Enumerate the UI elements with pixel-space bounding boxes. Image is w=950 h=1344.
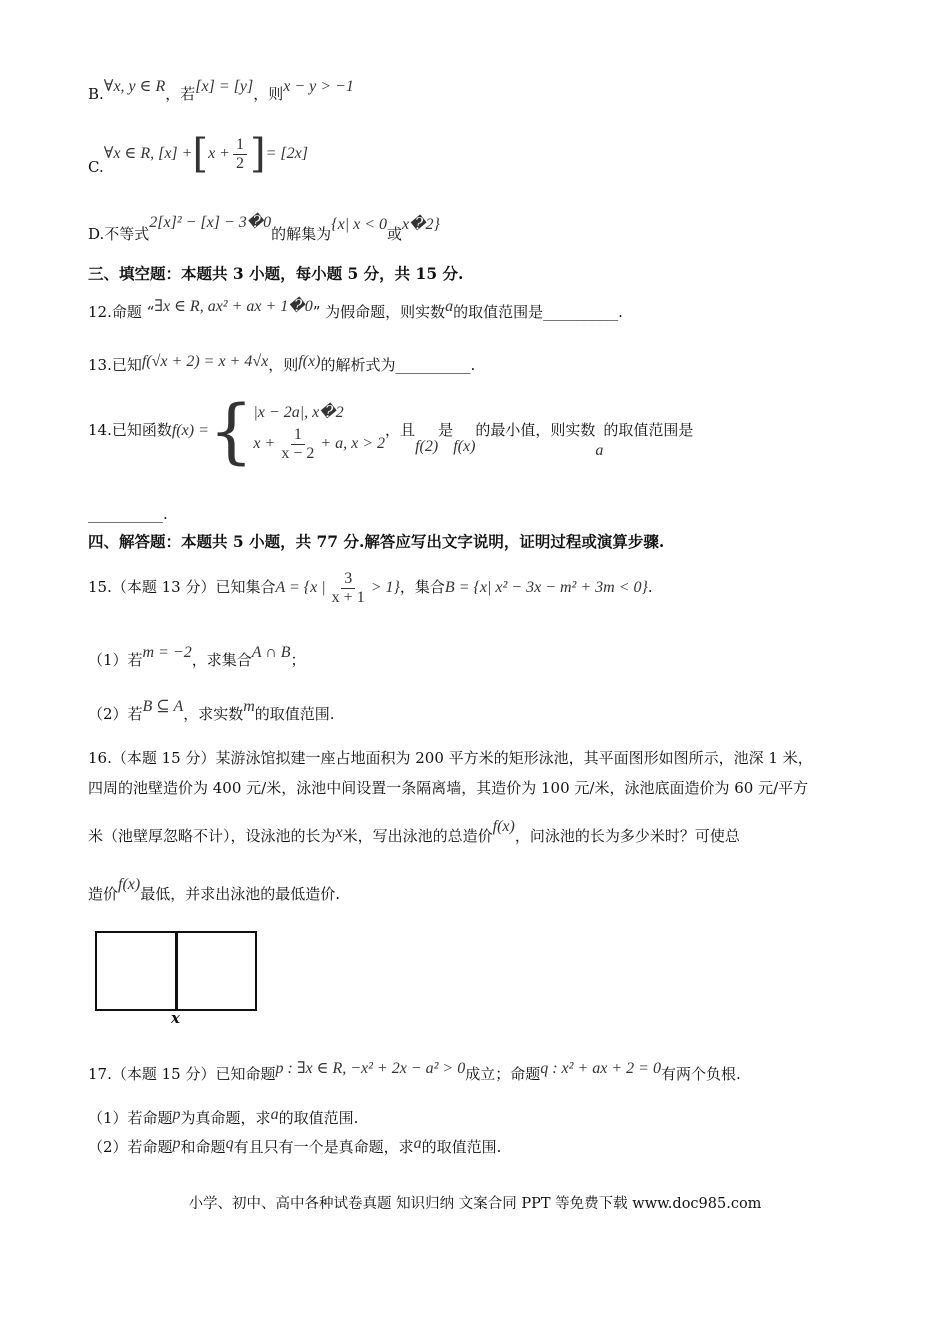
question-text: ，求集合 xyxy=(191,651,252,669)
question-17-part-1 xyxy=(88,1108,358,1129)
question-17 xyxy=(88,1060,741,1085)
option-c xyxy=(88,131,308,177)
brace-left: { xyxy=(208,390,254,472)
question-text: ，问泳池的长为多少米时？可使总 xyxy=(514,827,740,845)
option-text: 或 xyxy=(386,225,402,243)
math-expression: f(x) xyxy=(453,438,476,455)
math-expression: + a, x > 2 xyxy=(320,434,386,452)
question-text: （1）若 xyxy=(88,651,143,669)
question-text: ，集合 xyxy=(399,578,445,597)
case-2 xyxy=(253,426,385,463)
question-text: 的取值范围. xyxy=(421,1138,502,1156)
math-expression: f(x) xyxy=(492,818,515,835)
fraction-numerator: 1 xyxy=(233,136,247,155)
option-text: ，若 xyxy=(165,85,196,103)
question-text: 12.命题 “ xyxy=(88,303,155,321)
question-text: （2）若 xyxy=(88,705,143,723)
section-title: 三、填空题：本题共 3 小题，每小题 5 分，共 15 分. xyxy=(88,264,464,283)
math-expression: f(√x + 2) = x + 4√x xyxy=(141,353,269,370)
fraction-denominator: 2 xyxy=(235,154,244,172)
case-1: |x − 2a|, x�2 xyxy=(253,403,344,421)
option-label: D.不等式 xyxy=(88,225,150,243)
math-variable: q xyxy=(225,1135,234,1152)
math-expression: q : x² + ax + 2 = 0 xyxy=(540,1060,661,1077)
question-text: 的取值范围. xyxy=(254,705,335,723)
math-expression: x − y > −1 xyxy=(283,78,354,95)
question-text: ，且 xyxy=(385,421,416,439)
bracket-left: [ xyxy=(192,131,209,177)
question-text: 的最小值，则实数 xyxy=(475,421,596,439)
math-variable: x xyxy=(335,824,343,841)
question-text: . xyxy=(647,578,653,597)
question-text: 成立；命题 xyxy=(465,1065,541,1083)
math-expression: {x| x < 0 xyxy=(331,216,387,233)
math-expression: f(x) xyxy=(118,876,141,893)
question-text: 最低，并求出泳池的最低造价. xyxy=(140,885,340,903)
question-15-part-1 xyxy=(88,644,306,671)
option-d xyxy=(88,214,440,243)
question-16-line-1: 16.（本题 15 分）某游泳馆拟建一座占地面积为 200 平方米的矩形泳池，其平面图形如图所示，池深 1 米， xyxy=(88,749,813,767)
math-expression: f(x) = xyxy=(171,422,209,439)
section-title: 四、解答题：本题共 5 小题，共 77 分.解答应写出文字说明，证明过程或演算步骤. xyxy=(88,532,665,551)
math-expression: x�2} xyxy=(402,216,440,233)
pool-diagram xyxy=(91,927,261,1027)
option-b xyxy=(88,78,354,105)
math-variable: a xyxy=(413,1135,422,1152)
option-label: C. xyxy=(88,158,104,176)
question-text: 造价 xyxy=(88,885,119,903)
piecewise-cases xyxy=(253,400,385,463)
question-16-line-4 xyxy=(88,876,340,905)
question-text: 米（池壁厚忽略不计），设泳池的长为 xyxy=(88,827,336,845)
page-footer: 小学、初中、高中各种试卷真题 知识归纳 文案合同 PPT 等免费下载 www.doc985.com xyxy=(188,1196,762,1212)
question-text: 有两个负根. xyxy=(660,1065,741,1083)
set-a xyxy=(275,570,400,606)
question-text: ，则 xyxy=(268,356,299,374)
math-expression: > 1} xyxy=(370,579,400,597)
math-expression: 2[x]² − [x] − 3�0 xyxy=(149,214,272,231)
math-expression: A = {x | xyxy=(275,579,326,597)
math-expression: f(x) xyxy=(298,353,321,370)
bracket-right: ] xyxy=(249,131,266,177)
question-text: 和命题 xyxy=(180,1138,226,1156)
option-text: 的解集为 xyxy=(271,225,332,243)
question-text: （1）若命题 xyxy=(88,1109,173,1127)
question-16-line-3 xyxy=(88,818,740,847)
question-text: （2）若命题 xyxy=(88,1138,173,1156)
math-expression: A ∩ B xyxy=(251,644,291,661)
fraction xyxy=(233,136,247,173)
math-expression: x + xyxy=(208,145,230,162)
math-expression: ∀x, y ∈ R xyxy=(103,78,166,95)
question-text: 的取值范围. xyxy=(278,1109,359,1127)
fraction xyxy=(278,426,317,463)
math-variable: p xyxy=(172,1106,181,1123)
math-expression: ∀x ∈ R, [x] + xyxy=(103,145,193,162)
question-text: 为真命题，求 xyxy=(180,1109,271,1127)
question-text: ” 为假命题，则实数 xyxy=(312,303,446,321)
math-variable: a xyxy=(595,442,604,459)
length-label: x xyxy=(171,1009,180,1027)
math-expression: [x] = [y] xyxy=(195,78,254,95)
question-text: 的取值范围是 xyxy=(603,421,694,439)
math-variable: a xyxy=(445,298,454,315)
pool-divider-wall xyxy=(175,931,178,1011)
set-b: B = {x| x² − 3x − m² + 3m < 0} xyxy=(444,579,648,597)
question-text: 米，写出泳池的总造价 xyxy=(342,827,493,845)
fraction-numerator: 1 xyxy=(291,426,305,445)
math-expression: p : ∃x ∈ R, −x² + 2x − a² > 0 xyxy=(275,1060,466,1077)
answer-blank: __________. xyxy=(88,505,168,523)
question-16-line-2: 四周的池壁造价为 400 元/米，泳池中间设置一条隔离墙，其造价为 100 元/米，泳池底面造价为 60 元/平方 xyxy=(88,779,809,797)
question-text: 的取值范围是__________. xyxy=(453,303,623,321)
question-text: 17.（本题 15 分）已知命题 xyxy=(88,1065,276,1083)
question-text: 有且只有一个是真命题，求 xyxy=(233,1138,414,1156)
question-text: 是 xyxy=(438,421,454,439)
question-13 xyxy=(88,355,475,376)
fraction xyxy=(329,570,368,607)
math-expression: B ⊆ A xyxy=(142,698,184,715)
question-text: ； xyxy=(290,651,306,669)
fraction-denominator: x − 2 xyxy=(281,444,315,462)
question-text: 13.已知 xyxy=(88,356,142,374)
question-text: 15.（本题 13 分）已知集合 xyxy=(88,578,276,597)
question-text: 14.已知函数 xyxy=(88,421,172,439)
math-expression: x + xyxy=(253,434,276,452)
math-expression: m = −2 xyxy=(142,644,192,661)
math-expression: = [2x] xyxy=(265,145,308,162)
math-variable: p xyxy=(172,1135,181,1152)
fraction-denominator: x + 1 xyxy=(331,589,365,606)
question-14 xyxy=(88,390,694,472)
question-15-part-2 xyxy=(88,698,335,725)
option-text: ，则 xyxy=(253,85,284,103)
question-text: 的解析式为__________. xyxy=(320,356,476,374)
math-variable: a xyxy=(270,1106,279,1123)
option-label: B. xyxy=(88,85,104,103)
math-expression: ∃x ∈ R, ax² + ax + 1�0 xyxy=(154,298,313,315)
fraction-numerator: 3 xyxy=(341,570,355,589)
question-17-part-2 xyxy=(88,1137,501,1158)
math-expression: f(2) xyxy=(415,438,439,455)
question-15 xyxy=(88,570,653,607)
question-text: ，求实数 xyxy=(183,705,244,723)
question-12 xyxy=(88,298,623,323)
math-variable: m xyxy=(243,698,255,715)
